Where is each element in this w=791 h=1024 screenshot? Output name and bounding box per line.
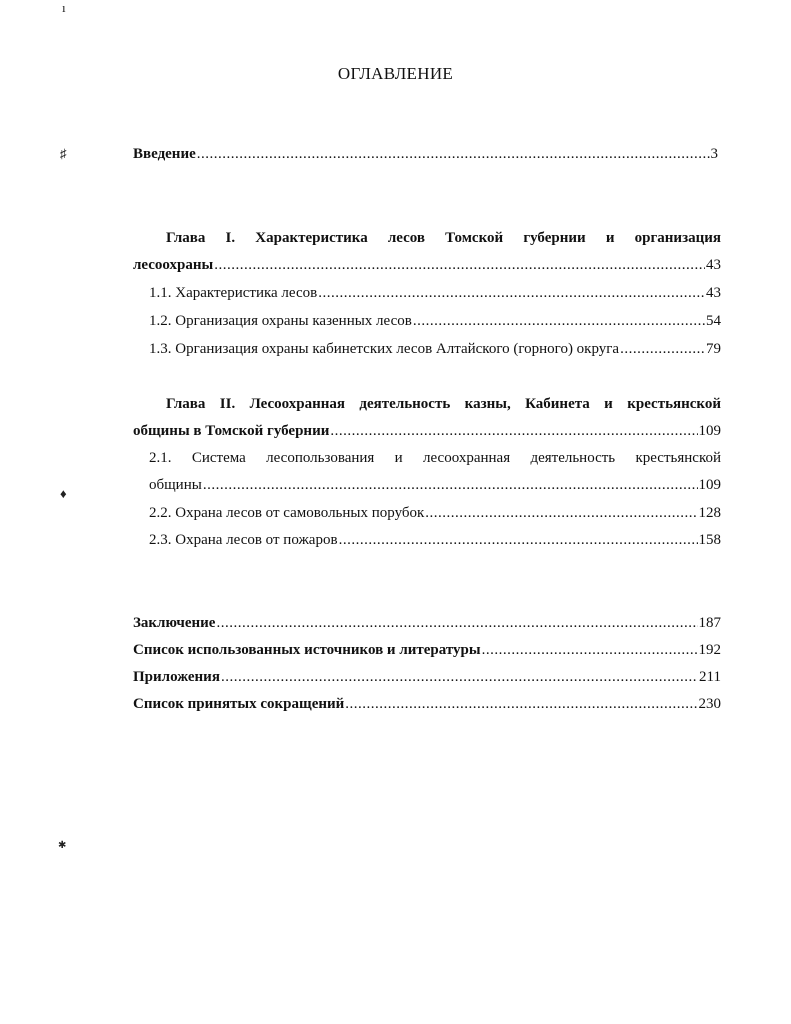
toc-entry-bibliography[interactable] — [133, 641, 721, 659]
toc-leader-dots — [214, 256, 705, 274]
toc-entry-page: 109 — [698, 423, 721, 439]
margin-mark: ı — [62, 0, 66, 15]
section-2-1-line1: 2.1. Система лесопользования и лесоохранная деятельность крестьянской — [149, 450, 721, 466]
toc-leader-dots — [413, 312, 705, 330]
toc-entry-label: лесоохраны — [133, 257, 214, 273]
toc-entry-section-1-3[interactable] — [149, 340, 721, 358]
toc-leader-dots — [330, 422, 697, 440]
toc-entry-section-2-2[interactable] — [149, 504, 721, 522]
toc-entry-page: 187 — [698, 615, 721, 631]
toc-entry-page: 79 — [706, 341, 721, 357]
toc-entry-label: 2.3. Охрана лесов от пожаров — [149, 532, 338, 548]
toc-leader-dots — [425, 504, 697, 522]
margin-mark: ♯ — [60, 146, 67, 161]
toc-entry-section-2-1[interactable] — [149, 476, 721, 494]
toc-leader-dots — [203, 476, 698, 494]
toc-entry-label: общины — [149, 477, 202, 493]
toc-leader-dots — [318, 284, 705, 302]
toc-entry-label: Список использованных источников и литературы — [133, 642, 481, 658]
margin-mark: ✱ — [58, 840, 67, 851]
toc-leader-dots — [216, 614, 697, 632]
page-title: ОГЛАВЛЕНИЕ — [337, 64, 454, 83]
toc-entry-page: 128 — [698, 505, 721, 521]
toc-entry-page: 43 — [706, 257, 721, 273]
toc-entry-section-2-3[interactable] — [149, 531, 721, 549]
toc-leader-dots — [221, 668, 698, 686]
toc-entry-page: 3 — [710, 146, 718, 162]
toc-entry-page: 43 — [706, 285, 721, 301]
toc-entry-page: 158 — [698, 532, 721, 548]
toc-leader-dots — [620, 340, 705, 358]
toc-entry-chapter-2[interactable] — [133, 422, 721, 440]
toc-entry-label: 1.1. Характеристика лесов — [149, 285, 318, 301]
toc-entry-page: 230 — [698, 696, 721, 712]
chapter-1-heading-line1: Глава I. Характеристика лесов Томской губернии и организация — [166, 230, 721, 246]
toc-entry-page: 109 — [698, 477, 721, 493]
toc-entry-label: Список принятых сокращений — [133, 696, 345, 712]
toc-entry-page: 54 — [706, 313, 721, 329]
toc-entry-label: Приложения — [133, 669, 220, 685]
toc-entry-chapter-1[interactable] — [133, 256, 721, 274]
toc-leader-dots — [345, 695, 697, 713]
toc-entry-abbreviations[interactable] — [133, 695, 721, 713]
toc-leader-dots — [482, 641, 698, 659]
toc-leader-dots — [339, 531, 698, 549]
toc-entry-label: 1.3. Организация охраны кабинетских лесов Алтайского (горного) округа — [149, 341, 620, 357]
toc-entry-label: 1.2. Организация охраны казенных лесов — [149, 313, 412, 329]
toc-entry-introduction[interactable] — [133, 145, 718, 163]
toc-entry-section-1-2[interactable] — [149, 312, 721, 330]
toc-entry-conclusion[interactable] — [133, 614, 721, 632]
toc-entry-label: Введение — [133, 146, 196, 162]
toc-entry-page: 192 — [698, 642, 721, 658]
toc-entry-label: 2.2. Охрана лесов от самовольных порубок — [149, 505, 425, 521]
toc-entry-label: Заключение — [133, 615, 216, 631]
toc-entry-section-1-1[interactable] — [149, 284, 721, 302]
toc-entry-appendices[interactable] — [133, 668, 721, 686]
toc-entry-label: общины в Томской губернии — [133, 423, 330, 439]
toc-entry-page: 211 — [699, 669, 721, 685]
margin-mark: ♦ — [60, 486, 67, 501]
chapter-2-heading-line1: Глава II. Лесоохранная деятельность казны, Кабинета и крестьянской — [166, 396, 721, 412]
toc-leader-dots — [197, 145, 710, 163]
